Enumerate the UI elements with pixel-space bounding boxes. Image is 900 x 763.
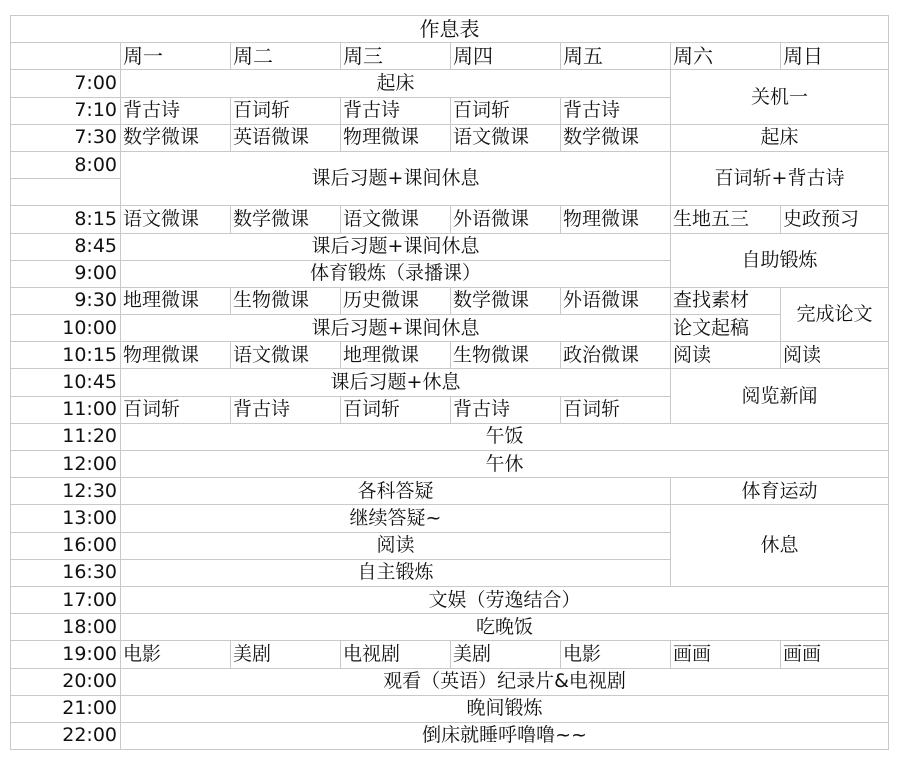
weekend-activity: 阅览新闻 [671,369,889,423]
time-cell: 19:00 [11,641,121,668]
table-row [11,695,889,722]
time-cell: 13:00 [11,505,121,532]
time-cell: 10:45 [11,369,121,396]
time-cell: 9:30 [11,287,121,314]
day-header-wed: 周三 [341,43,451,70]
table-row [11,451,889,478]
time-cell: 7:00 [11,70,121,97]
time-cell: 7:10 [11,97,121,124]
corner-cell [11,43,121,70]
activity-cell: 电视剧 [341,641,451,668]
activity-cell: 百词斩 [451,97,561,124]
table-row [11,423,889,450]
table-row [11,641,889,668]
time-cell: 11:00 [11,396,121,423]
activity-cell: 数学微课 [561,124,671,151]
all-days-activity: 观看（英语）纪录片&电视剧 [121,668,889,695]
table-row [11,287,889,314]
saturday-activity: 论文起稿 [671,315,781,342]
table-row [11,124,889,151]
time-cell: 10:00 [11,315,121,342]
weekday-activity: 课后习题+课间休息 [121,315,671,342]
activity-cell: 阅读 [671,342,781,369]
activity-cell: 生物微课 [231,287,341,314]
all-days-activity: 吃晚饭 [121,614,889,641]
activity-cell: 语文微课 [341,206,451,233]
table-row [11,151,889,178]
time-cell-empty [11,179,121,206]
table-row [11,70,889,97]
weekend-activity: 休息 [671,505,889,587]
day-header-sat: 周六 [671,43,781,70]
activity-cell: 语文微课 [451,124,561,151]
time-cell: 8:15 [11,206,121,233]
weekend-activity: 百词斩+背古诗 [671,151,889,205]
weekday-activity: 体育锻炼（录播课） [121,260,671,287]
weekday-activity: 阅读 [121,532,671,559]
activity-cell: 背古诗 [121,97,231,124]
activity-cell: 画画 [781,641,889,668]
activity-cell: 数学微课 [121,124,231,151]
sunday-activity: 完成论文 [781,287,889,341]
all-days-activity: 文娱（劳逸结合） [121,586,889,613]
activity-cell: 语文微课 [121,206,231,233]
table-row [11,722,889,749]
weekday-activity: 各科答疑 [121,478,671,505]
time-cell: 21:00 [11,695,121,722]
all-days-activity: 午饭 [121,423,889,450]
activity-cell: 英语微课 [231,124,341,151]
table-row [11,233,889,260]
day-header-mon: 周一 [121,43,231,70]
activity-cell: 画画 [671,641,781,668]
activity-cell: 生物微课 [451,342,561,369]
all-days-activity: 晚间锻炼 [121,695,889,722]
table-row [11,586,889,613]
weekday-activity: 课后习题+课间休息 [121,151,671,205]
weekday-activity: 继续答疑~ [121,505,671,532]
time-cell: 16:30 [11,559,121,586]
weekend-activity: 自助锻炼 [671,233,889,287]
activity-cell: 百词斩 [341,396,451,423]
time-cell: 10:15 [11,342,121,369]
weekday-activity: 课后习题+休息 [121,369,671,396]
table-row [11,614,889,641]
all-days-activity: 倒床就睡呼噜噜~~ [121,722,889,749]
time-cell: 9:00 [11,260,121,287]
activity-cell: 背古诗 [561,97,671,124]
activity-cell: 电影 [561,641,671,668]
table-row [11,668,889,695]
activity-cell: 百词斩 [121,396,231,423]
table-row [11,505,889,532]
schedule-table [10,15,889,750]
activity-cell: 外语微课 [561,287,671,314]
all-days-activity: 午休 [121,451,889,478]
table-row [11,206,889,233]
table-row [11,315,889,342]
activity-cell: 政治微课 [561,342,671,369]
time-cell: 16:00 [11,532,121,559]
activity-cell: 百词斩 [561,396,671,423]
weekday-activity: 起床 [121,70,671,97]
activity-cell: 查找素材 [671,287,781,314]
activity-cell: 电影 [121,641,231,668]
weekday-activity: 课后习题+课间休息 [121,233,671,260]
table-row [11,342,889,369]
day-header-sun: 周日 [781,43,889,70]
time-cell: 11:20 [11,423,121,450]
time-cell: 20:00 [11,668,121,695]
activity-cell: 百词斩 [231,97,341,124]
activity-cell: 背古诗 [231,396,341,423]
weekday-activity: 自主锻炼 [121,559,671,586]
table-row [11,369,889,396]
time-cell: 8:00 [11,151,121,178]
time-cell: 7:30 [11,124,121,151]
activity-cell: 外语微课 [451,206,561,233]
weekend-activity: 关机一 [671,70,889,124]
activity-cell: 阅读 [781,342,889,369]
activity-cell: 地理微课 [121,287,231,314]
header-row [11,43,889,70]
activity-cell: 地理微课 [341,342,451,369]
table-title: 作息表 [11,16,889,43]
activity-cell: 背古诗 [451,396,561,423]
time-cell: 8:45 [11,233,121,260]
activity-cell: 生地五三 [671,206,781,233]
time-cell: 12:30 [11,478,121,505]
activity-cell: 历史微课 [341,287,451,314]
day-header-tue: 周二 [231,43,341,70]
time-cell: 12:00 [11,451,121,478]
activity-cell: 物理微课 [341,124,451,151]
activity-cell: 美剧 [231,641,341,668]
day-header-thu: 周四 [451,43,561,70]
activity-cell: 背古诗 [341,97,451,124]
weekend-activity: 体育运动 [671,478,889,505]
day-header-fri: 周五 [561,43,671,70]
activity-cell: 物理微课 [561,206,671,233]
activity-cell: 数学微课 [231,206,341,233]
time-cell: 18:00 [11,614,121,641]
time-cell: 17:00 [11,586,121,613]
activity-cell: 美剧 [451,641,561,668]
time-cell: 22:00 [11,722,121,749]
weekend-activity: 起床 [671,124,889,151]
activity-cell: 史政预习 [781,206,889,233]
activity-cell: 物理微课 [121,342,231,369]
activity-cell: 数学微课 [451,287,561,314]
activity-cell: 语文微课 [231,342,341,369]
table-row [11,478,889,505]
